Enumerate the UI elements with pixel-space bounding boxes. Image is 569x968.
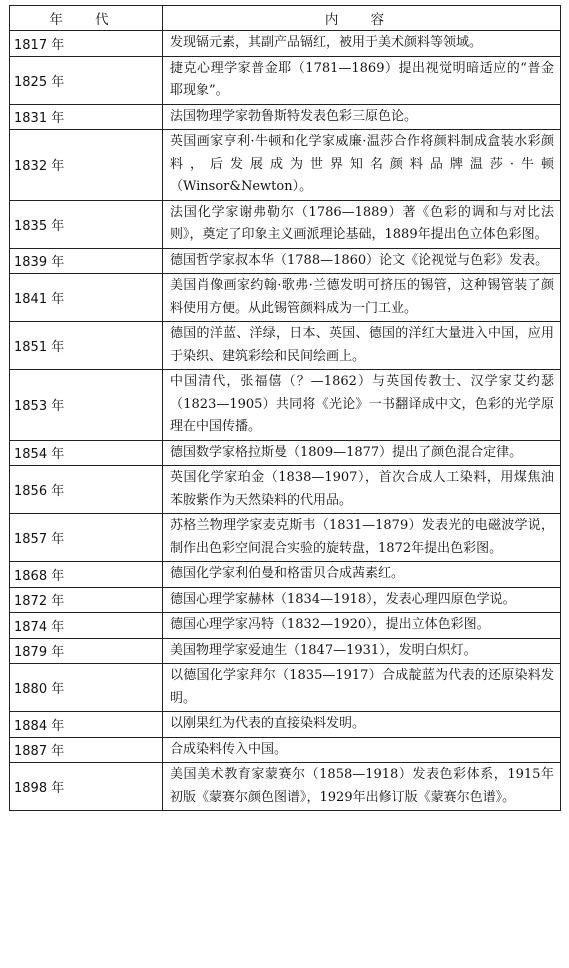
content-cell: 以刚果红为代表的直接染料发明。 <box>163 712 561 738</box>
table-row <box>10 200 561 248</box>
table-row <box>10 56 561 104</box>
year-cell: 1825 年 <box>10 56 163 104</box>
year-cell: 1841 年 <box>10 274 163 322</box>
year-cell: 1884 年 <box>10 712 163 738</box>
year-cell: 1874 年 <box>10 613 163 639</box>
year-cell: 1868 年 <box>10 562 163 588</box>
content-cell: 捷克心理学家普金耶（1781—1869）提出视觉明暗适应的“普金耶现象”。 <box>163 56 561 104</box>
table-row <box>10 587 561 613</box>
table-row <box>10 712 561 738</box>
content-cell: 苏格兰物理学家麦克斯韦（1831—1879）发表光的电磁波学说，制作出色彩空间混合实验的旋转盘，1872年提出色彩图。 <box>163 514 561 562</box>
table-row <box>10 31 561 57</box>
year-cell: 1832 年 <box>10 130 163 201</box>
content-cell: 德国数学家格拉斯曼（1809—1877）提出了颜色混合定律。 <box>163 440 561 466</box>
year-cell: 1835 年 <box>10 200 163 248</box>
content-cell: 美国肖像画家约翰·歌弗·兰德发明可挤压的锡管，这种锡管装了颜料使用方便。从此锡管颜料成为一门工业。 <box>163 274 561 322</box>
year-cell: 1817 年 <box>10 31 163 57</box>
year-cell: 1879 年 <box>10 638 163 664</box>
color-history-table <box>9 5 561 811</box>
year-cell: 1853 年 <box>10 370 163 441</box>
year-cell: 1872 年 <box>10 587 163 613</box>
content-cell: 法国物理学家勃鲁斯特发表色彩三原色论。 <box>163 104 561 130</box>
content-cell: 德国心理学家冯特（1832—1920），提出立体色彩图。 <box>163 613 561 639</box>
table-row <box>10 104 561 130</box>
year-cell: 1857 年 <box>10 514 163 562</box>
year-cell: 1831 年 <box>10 104 163 130</box>
year-column-header: 年 代 <box>10 6 163 31</box>
table-row <box>10 613 561 639</box>
year-cell: 1887 年 <box>10 737 163 763</box>
table-row <box>10 514 561 562</box>
content-cell: 法国化学家谢弗勒尔（1786—1889）著《色彩的调和与对比法则》，奠定了印象主义画派理论基础，1889年提出色立体色彩图。 <box>163 200 561 248</box>
content-cell: 合成染料传入中国。 <box>163 737 561 763</box>
content-cell: 英国化学家珀金（1838—1907），首次合成人工染料，用煤焦油苯胺紫作为天然染料的代用品。 <box>163 466 561 514</box>
table-row <box>10 562 561 588</box>
content-cell: 美国美术教育家蒙赛尔（1858—1918）发表色彩体系，1915年初版《蒙赛尔颜色图谱》，1929年出修订版《蒙赛尔色谱》。 <box>163 763 561 811</box>
content-cell: 美国物理学家爱迪生（1847—1931），发明白炽灯。 <box>163 638 561 664</box>
table-row <box>10 440 561 466</box>
content-cell: 德国哲学家叔本华（1788—1860）论文《论视觉与色彩》发表。 <box>163 248 561 274</box>
content-cell: 德国心理学家赫林（1834—1918），发表心理四原色学说。 <box>163 587 561 613</box>
year-cell: 1898 年 <box>10 763 163 811</box>
content-column-header: 内 容 <box>163 6 561 31</box>
table-row <box>10 466 561 514</box>
year-cell: 1839 年 <box>10 248 163 274</box>
content-cell: 中国清代，张福僖（？—1862）与英国传教士、汉学家艾约瑟（1823—1905）共同将《光论》一书翻译成中文，色彩的光学原理在中国传播。 <box>163 370 561 441</box>
content-cell: 德国的洋蓝、洋绿，日本、英国、德国的洋红大量进入中国，应用于染织、建筑彩绘和民间绘画上。 <box>163 322 561 370</box>
table-row <box>10 763 561 811</box>
table-row <box>10 664 561 712</box>
table-row <box>10 274 561 322</box>
year-cell: 1856 年 <box>10 466 163 514</box>
year-cell: 1851 年 <box>10 322 163 370</box>
year-cell: 1854 年 <box>10 440 163 466</box>
table-row <box>10 248 561 274</box>
table-row <box>10 737 561 763</box>
table-row <box>10 322 561 370</box>
content-cell: 以德国化学家拜尔（1835—1917）合成靛蓝为代表的还原染料发明。 <box>163 664 561 712</box>
content-cell: 发现镉元素，其副产品镉红，被用于美术颜料等领域。 <box>163 31 561 57</box>
table-body <box>10 31 561 811</box>
table-row <box>10 370 561 441</box>
table-header-row <box>10 6 561 31</box>
table-row <box>10 638 561 664</box>
year-cell: 1880 年 <box>10 664 163 712</box>
content-cell: 德国化学家利伯曼和格雷贝合成茜素红。 <box>163 562 561 588</box>
table-row <box>10 130 561 201</box>
content-cell: 英国画家亨利·牛顿和化学家威廉·温莎合作将颜料制成盒装水彩颜料，后发展成为世界知名颜料品牌温莎·牛顿（Winsor&Newton）。 <box>163 130 561 201</box>
